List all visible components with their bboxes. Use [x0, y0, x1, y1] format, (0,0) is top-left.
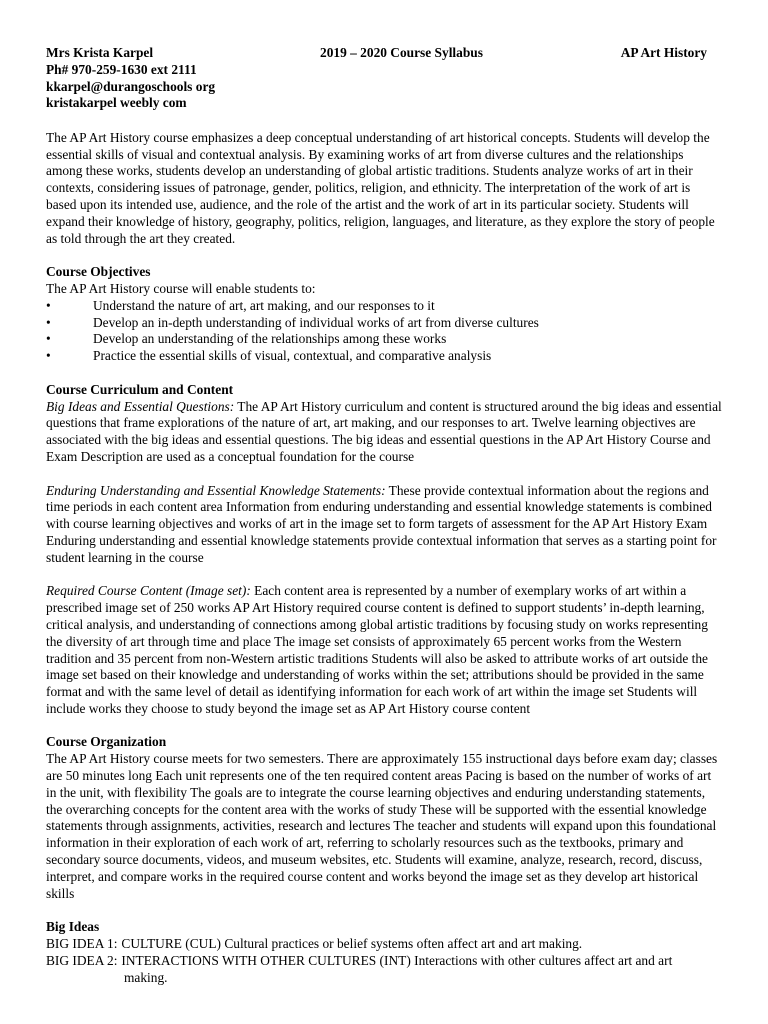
big-idea-text-continued: making. [124, 969, 168, 985]
big-ideas-heading: Big Ideas [46, 919, 100, 935]
enduring-text: These provide contextual information about the regions and time periods in each content area Information from enduring understanding and essential knowledge statements is combined with course learning objectives and works of art in the image set to form targets of assessment for the AP Art History Exam Enduring understanding and essential knowledge statements provide contextual information that serves as a starting point for student learning in the course [46, 482, 717, 565]
list-item [46, 315, 722, 332]
objective-text: Understand the nature of art, art making, and our responses to it [93, 297, 435, 313]
objective-text: Develop an in-depth understanding of individual works of art from diverse cultures [93, 314, 539, 330]
required-paragraph [46, 583, 722, 717]
enduring-paragraph [46, 483, 722, 567]
bullet-icon: • [46, 331, 51, 347]
big-idea-2 [46, 953, 722, 987]
list-item [46, 348, 722, 365]
objectives-heading: Course Objectives [46, 264, 151, 280]
list-item [46, 331, 722, 348]
bullet-icon: • [46, 314, 51, 330]
big-ideas-text: The AP Art History curriculum and content is structured around the big ideas and essential questions that frame explorations of the nature of art, art making, and our responses to art. Twelve learning objectives are associated with the big ideas and essential questions. The big ideas and essential questions in the AP Art History Course and Exam Description are used as a conceptual foundation for the course [46, 398, 722, 464]
big-idea-text: CULTURE (CUL) Cultural practices or belief systems often affect art and art making. [121, 936, 583, 952]
teacher-phone: Ph# 970-259-1630 ext 2111 [46, 61, 197, 77]
big-idea-label: BIG IDEA 1: [46, 936, 118, 952]
objective-text: Practice the essential skills of visual, contextual, and comparative analysis [93, 348, 492, 364]
intro-paragraph: The AP Art History course emphasizes a deep conceptual understanding of art historical concepts. Students will develop the essential skills of visual and contextual analysis. By examining works of art from diverse cultures and the relationships among these works, students develop an understanding of global artistic traditions. Students analyze works of art in their contexts, considering issues of patronage, gender, politics, religion, and ethnicity. The interpretation of the work of art is based upon its intended use, audience, and the role of the artist and the work of art in its particular society. Students will expand their knowledge of history, geography, politics, religion, languages, and literature, as they explore the story of people as told through the art they created. [46, 129, 715, 246]
syllabus-title: 2019 – 2020 Course Syllabus [320, 45, 483, 60]
contact-block [46, 45, 215, 112]
organization-paragraph: The AP Art History course meets for two semesters. There are approximately 155 instructional days before exam day; classes are 50 minutes long Each unit represents one of the ten required content areas Pacing is based on the number of works of art in the unit, with flexibility The goals are to integrate the course learning objectives and enduring understanding statements, the overarching concepts for the content area with the works of study These will be supported with the essential knowledge statements through assignments, activities, research and lectures The teacher and students will expand upon this foundational information in their exploration of each work of art, referring to scholarly resources such as the textbooks, primary and secondary source documents, videos, and museum websites, etc. Students will examine, analyze, research, record, discuss, interpret, and compare works in the required course content and works beyond the image set as they develop art historical skills [46, 751, 718, 901]
organization-heading: Course Organization [46, 734, 167, 750]
enduring-label: Enduring Understanding and Essential Knowledge Statements: [46, 482, 386, 498]
big-idea-text: INTERACTIONS WITH OTHER CULTURES (INT) Interactions with other cultures affect art and art [121, 952, 673, 968]
big-ideas-paragraph [46, 399, 722, 466]
big-idea-1 [46, 936, 722, 953]
big-ideas-label: Big Ideas and Essential Questions: [46, 398, 235, 414]
teacher-website: kristakarpel weebly com [46, 95, 187, 111]
objectives-list [46, 298, 722, 365]
curriculum-heading: Course Curriculum and Content [46, 381, 234, 397]
bullet-icon: • [46, 297, 51, 313]
objective-text: Develop an understanding of the relationships among these works [93, 331, 447, 347]
list-item [46, 298, 722, 315]
teacher-email: kkarpel@durangoschools org [46, 78, 216, 94]
objectives-lead: The AP Art History course will enable students to: [46, 280, 316, 296]
bullet-icon: • [46, 348, 51, 364]
course-name: AP Art History [620, 45, 707, 60]
required-text: Each content area is represented by a number of exemplary works of art within a prescribed image set of 250 works AP Art History required course content is defined to support students’ in-depth learning, critical analysis, and understanding of connections among global artistic traditions by focusing study on works representing the diversity of art through time and place The image set consists of approximately 65 percent works from the Western tradition and 35 percent from non-Western artistic traditions Students will also be asked to attribute works of art outside the image set based on their knowledge and understanding of works within the set; attributions should be provided in the same format and with the same level of detail as identifying information for each work of art within the image set Students will include works they choose to study beyond the image set as AP Art History course content [46, 583, 708, 716]
big-idea-label: BIG IDEA 2: [46, 952, 118, 968]
header [46, 45, 722, 113]
required-label: Required Course Content (Image set): [46, 583, 251, 599]
teacher-name: Mrs Krista Karpel [46, 45, 154, 60]
